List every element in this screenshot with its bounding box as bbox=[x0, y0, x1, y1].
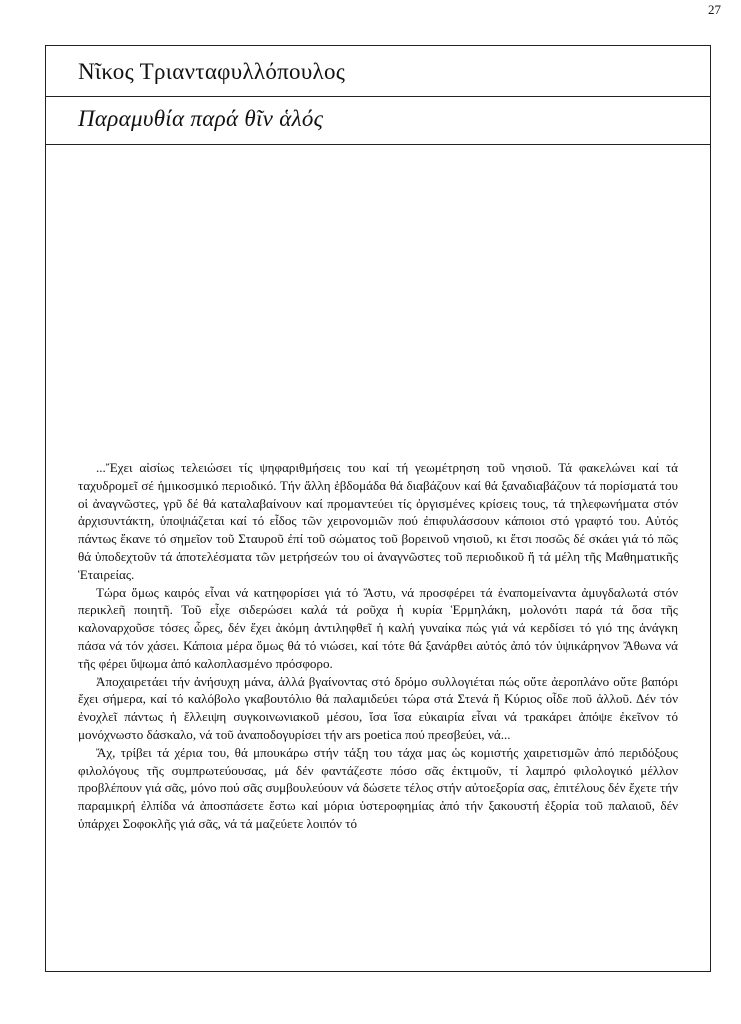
paragraph: Ἀποχαιρετάει τήν ἀνήσυχη μάνα, ἀλλά βγαίνοντας στό δρόμο συλλογιέται πώς οὔτε ἀεροπλάνο οὔτε βαπόρι ἔχει σήμερα, καί τό καλόβολο γκαβουτόλιο θά παλαμιδεύει τώρα στά Στενά ἤ Κύριος οἶδε ποῦ ἀλλοῦ. Δέν τόν ἐνοχλεῖ πάντως ἡ ἔλλειψη συγκοινωνιακοῦ μέσου, ἴσα ἴσα εὐκαιρία εἶναι νά τρακάρει ἀπόψε ἐκεῖνον τό μονόχνωστο δάσκαλο, νά τοῦ ἀναποδογυρίσει τήν ars poetica πού πρεσβεύει, νά... bbox=[78, 673, 678, 742]
page-number: 27 bbox=[708, 2, 721, 17]
paragraph: Ἄχ, τρίβει τά χέρια του, θά μπουκάρω στήν τάξη του τάχα μας ὡς κομιστής χαιρετισμῶν ἀπό περιδόξους φιλολόγους τῆς συμπρωτεύουσας, μά δέν φαντάζεστε πόσο σᾶς ἐκτιμοῦν, τί λαμπρό φιλολογικό μέλλον προβλέπουν γιά σᾶς, μόνο πού σᾶς συμβουλεύουν νά δώσετε τέλος στήν αὐτοεξορία σας, ἐπιτέλους δέν ἔχετε τήν παραμικρή ἐλπίδα νά ἀποσπάσετε ἔστω καί μόρια ὑστεροφημίας ἀπό τήν ξακουστή ἐξορία τοῦ παλαιοῦ, δέν ὑπάρχει Σοφοκλῆς γιά σᾶς, νά τά μαζεύετε λοιπόν τό bbox=[78, 744, 678, 831]
story-title: Παραμυθία παρά θῖν ἁλός bbox=[78, 106, 324, 131]
page-frame bbox=[45, 45, 711, 972]
title-row bbox=[46, 96, 710, 145]
body-text bbox=[78, 459, 678, 833]
author-name: Νῖκος Τριανταφυλλόπουλος bbox=[78, 59, 346, 84]
paragraph: Τώρα ὅμως καιρός εἶναι νά κατηφορίσει γιά τό Ἄστυ, νά προσφέρει τά ἐναπομείναντα ἀμυγδαλωτά στόν περικλεῆ ποιητῆ. Τοῦ εἶχε σιδερώσει καλά τά ροῦχα ἡ κυρία Ἑρμηλάκη, μολονότι παρά τά ὅσα τῆς καλοναρχοῦσε τόσες ὧρες, δέν ἔχει ἀκόμη ἀντιληφθεῖ ἡ καλή γυναίκα πώς γιά νά κερδίσει τό γιό της ἀνάγκη πάσα νά τόν χάσει. Κάποια μέρα ὅμως θά τό νιώσει, καί τότε θά ξανάρθει αὐτός ἀπό τόν ὑψικάρηνον Ἄθωνα νά τῆς φέρει ὕψωμα ἀπό καλοπλασμένο πρόσφορο. bbox=[78, 584, 678, 671]
author-row bbox=[46, 46, 710, 97]
paragraph: ...Ἔχει αἰσίως τελειώσει τίς ψηφαριθμήσεις του καί τή γεωμέτρηση τοῦ νησιοῦ. Τά φακελώνει καί τά ταχυδρομεῖ σέ ἡμικοσμικό περιοδικό. Τήν ἄλλη ἑβδομάδα θά διαβάζουν καί θά ξαναδιαβάζουν τά πορίσματά του οἱ ἀναγνῶστες, γρῦ δέ θά καταλαβαίνουν καί προμαντεύει τίς ὀργισμένες κρίσεις τους, τά τηλεφωνήματα στόν ἀρχισυντάκτη, ὑποψιάζεται καί τό εἶδος τῶν χειρονομιῶν πού ἐπιφυλάσσουν κάποιοι στό γραφτό του. Αὐτός πάντως ἔκανε τό σημεῖον τοῦ Σταυροῦ ἐπί τοῦ σώματος τοῦ βορεινοῦ νησιοῦ, κι ἔτσι ποσῶς δέ σκάει γιά τό πῶς θά ὑποδεχτοῦν τά ἀποτελέσματα τῶν μετρήσεών του οἱ ἀναγνῶστες τοῦ περιοδικοῦ ἤ τά μέλη τῆς Μαθηματικῆς Ἑταιρείας. bbox=[78, 460, 678, 582]
